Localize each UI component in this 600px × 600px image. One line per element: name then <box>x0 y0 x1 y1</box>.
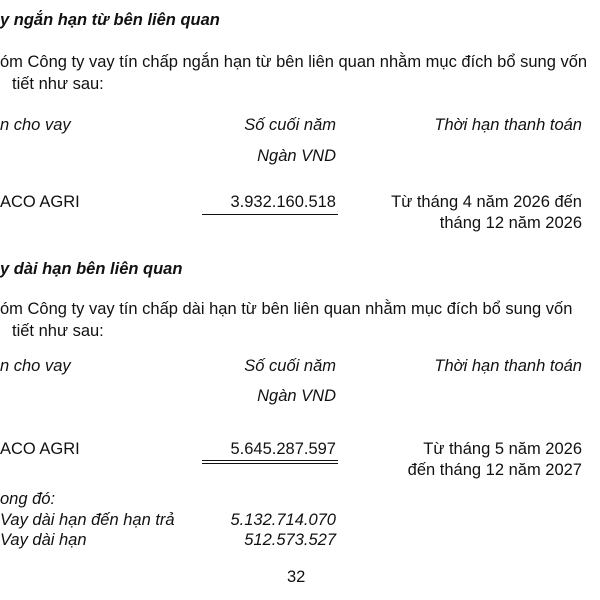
section2-row-term-line2: đến tháng 12 năm 2027 <box>407 461 582 479</box>
section2-amount-underline-2 <box>202 463 338 464</box>
section2-breakdown-item2-amount: 512.573.527 <box>244 531 336 549</box>
section2-heading: y dài hạn bên liên quan <box>0 260 183 278</box>
section1-row-amount: 3.932.160.518 <box>230 193 336 211</box>
section2-col-amount: Số cuối năm <box>244 357 336 375</box>
section1-row-term-line1: Từ tháng 4 năm 2026 đến <box>391 193 582 211</box>
section1-paragraph-line1: óm Công ty vay tín chấp ngắn hạn từ bên liên quan nhằm mục đích bổ sung vốn <box>0 53 588 71</box>
section2-row-amount: 5.645.287.597 <box>230 440 336 458</box>
section2-paragraph-line2: tiết như sau: <box>12 322 104 340</box>
section2-breakdown-item1-amount: 5.132.714.070 <box>230 511 336 529</box>
section1-paragraph-line2: tiết như sau: <box>12 75 104 93</box>
section1-col-amount: Số cuối năm <box>244 116 336 134</box>
section2-amount-underline-1 <box>202 460 338 461</box>
section2-col-lender: n cho vay <box>0 357 71 375</box>
section2-paragraph-line1: óm Công ty vay tín chấp dài hạn từ bên liên quan nhằm mục đích bổ sung vốn <box>0 300 573 318</box>
section2-breakdown-label: ong đó: <box>0 490 56 508</box>
section2-row-term-line1: Từ tháng 5 năm 2026 <box>423 440 582 458</box>
section2-breakdown-item2-label: Vay dài hạn <box>0 531 87 549</box>
section2-unit: Ngàn VND <box>257 387 336 405</box>
section2-breakdown-item1-label: Vay dài hạn đến hạn trả <box>0 511 175 529</box>
section1-heading: y ngắn hạn từ bên liên quan <box>0 11 220 29</box>
section1-unit: Ngàn VND <box>257 147 336 165</box>
section1-amount-underline <box>202 214 338 215</box>
section1-row-lender: ACO AGRI <box>0 193 80 211</box>
section1-col-term: Thời hạn thanh toán <box>434 116 582 134</box>
section2-row-lender: ACO AGRI <box>0 440 80 458</box>
section2-col-term: Thời hạn thanh toán <box>434 357 582 375</box>
section1-col-lender: n cho vay <box>0 116 71 134</box>
page-number: 32 <box>287 568 306 586</box>
section1-row-term-line2: tháng 12 năm 2026 <box>439 214 582 232</box>
